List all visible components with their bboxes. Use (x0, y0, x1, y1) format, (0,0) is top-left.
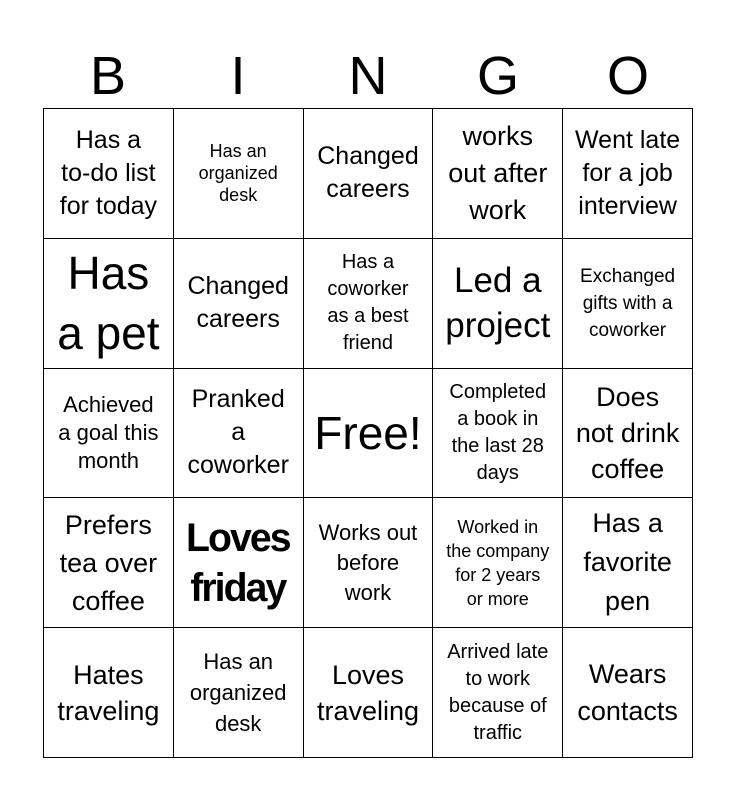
cell-text: Changed careers (317, 142, 419, 204)
cell-text: Has a favorite pen (583, 508, 672, 617)
cell-text: Does not drink coffee (575, 381, 680, 484)
cell-text: works out after work (448, 120, 548, 225)
bingo-cell (563, 239, 693, 369)
bingo-cell (433, 239, 563, 369)
bingo-cell (304, 109, 434, 239)
cell-text: Has an organized desk (189, 649, 287, 737)
cell-text: Pranked a coworker (187, 385, 289, 480)
bingo-cell (174, 498, 304, 628)
bingo-cell (433, 109, 563, 239)
bingo-cell (433, 369, 563, 499)
bingo-cell (44, 498, 174, 628)
bingo-cell (433, 628, 563, 758)
bingo-cell (563, 498, 693, 628)
bingo-cell (174, 109, 304, 239)
cell-text: Has an organized desk (198, 141, 278, 206)
cell-text: Changed careers (187, 272, 289, 334)
bingo-cell (563, 109, 693, 239)
cell-text: Worked in the company for 2 years or more (446, 516, 550, 609)
cell-text: Loves traveling (316, 659, 420, 726)
cell-text: Went late for a job interview (575, 125, 681, 220)
bingo-cell (304, 628, 434, 758)
cell-text: Led a project (445, 261, 551, 346)
header-letter-g: G (476, 46, 519, 106)
cell-text: Works out before work (318, 519, 418, 605)
bingo-cell (44, 628, 174, 758)
header-letter-i: I (230, 46, 246, 106)
bingo-cell (44, 239, 174, 369)
bingo-grid (43, 108, 693, 758)
bingo-cell (174, 239, 304, 369)
cell-text: Wears contacts (577, 658, 678, 726)
bingo-cell (304, 498, 434, 628)
cell-text: Hates traveling (57, 659, 160, 726)
cell-text: Achieved a goal this month (58, 391, 159, 473)
bingo-cell (44, 369, 174, 499)
bingo-cell (433, 498, 563, 628)
bingo-cell (174, 628, 304, 758)
header-letter-b: B (89, 46, 127, 106)
cell-text: Arrived late to work because of traffic (447, 640, 549, 744)
bingo-cell (174, 369, 304, 499)
cell-text: Completed a book in the last 28 days (449, 380, 547, 484)
bingo-cell (44, 109, 174, 239)
header-letter-n: N (348, 46, 388, 106)
bingo-cell (563, 628, 693, 758)
header-letter-o: O (606, 46, 649, 106)
cell-text: Prefers tea over coffee (59, 509, 158, 616)
cell-text: Exchanged gifts with a coworker (580, 265, 676, 341)
cell-text: Has a to-do list for today (59, 125, 158, 220)
bingo-cell (304, 239, 434, 369)
bingo-cell (304, 369, 434, 499)
cell-text: Has a pet (57, 247, 160, 360)
cell-text: Has a coworker as a best friend (327, 251, 409, 355)
cell-text: Loves friday (186, 515, 290, 610)
free-space: Free! (314, 406, 422, 459)
bingo-header (43, 44, 693, 108)
bingo-cell (563, 369, 693, 499)
